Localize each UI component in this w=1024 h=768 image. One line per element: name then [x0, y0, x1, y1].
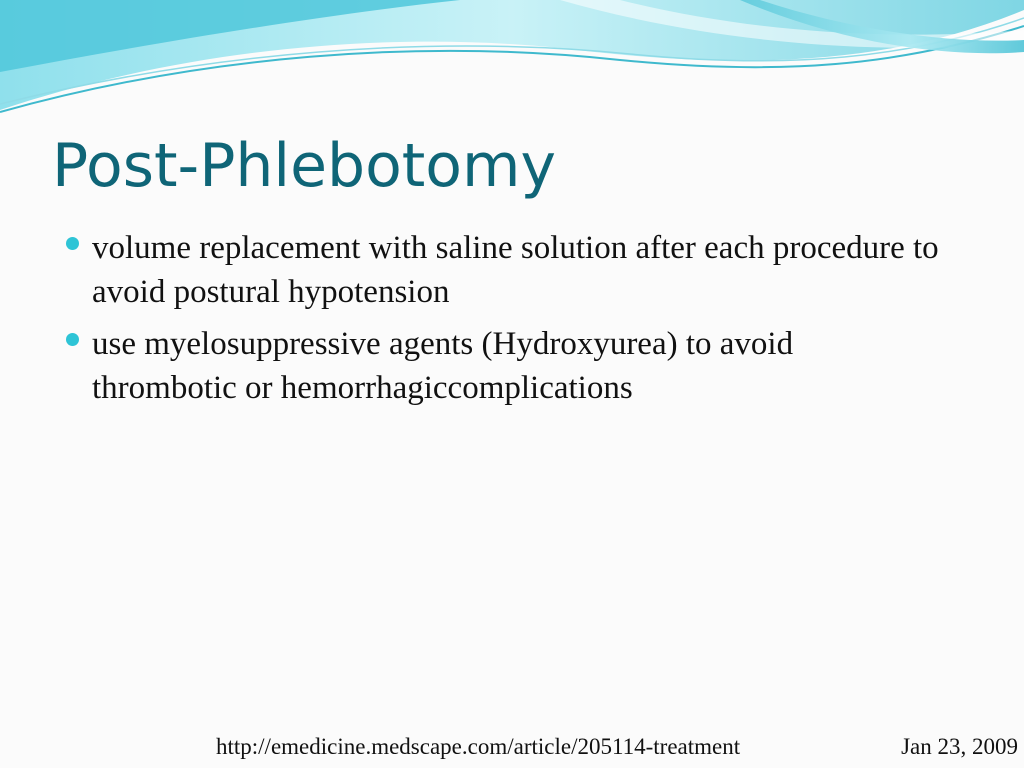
- bullet-item: [62, 322, 942, 410]
- bullet-list: [62, 226, 942, 418]
- bullet-icon: [66, 237, 79, 250]
- slide-title: Post-Phlebotomy: [52, 131, 556, 201]
- bullet-text: use myelosuppressive agents (Hydroxyurea) to avoid thrombotic or hemorrhagiccomplications: [92, 326, 794, 406]
- footer-source-url: http://emedicine.medscape.com/article/205114-treatment: [216, 734, 741, 759]
- bullet-icon: [66, 333, 79, 346]
- bullet-item: [62, 226, 942, 314]
- header-wave-decoration: [0, 0, 1024, 130]
- bullet-text: volume replacement with saline solution after each procedure to avoid postural hypotension: [92, 230, 939, 310]
- footer-date: Jan 23, 2009: [901, 734, 1018, 759]
